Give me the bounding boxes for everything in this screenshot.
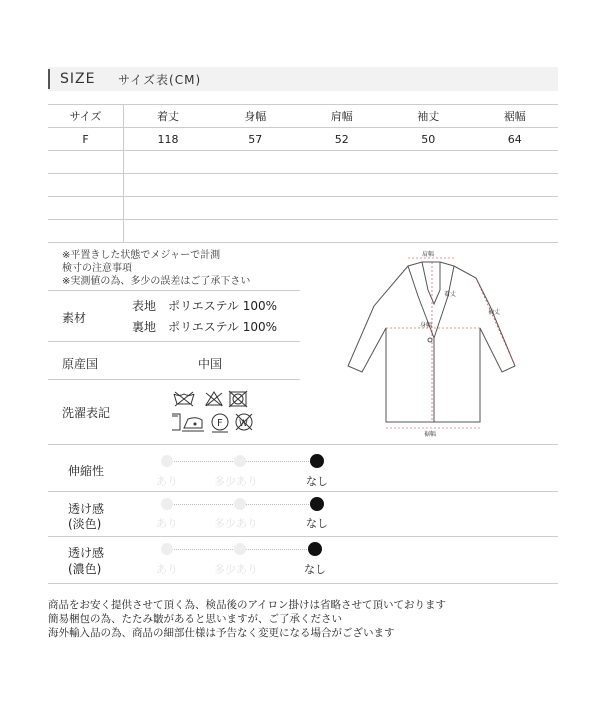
col-header: サイズ <box>48 105 124 128</box>
col-header: 裾幅 <box>471 105 558 128</box>
size-header <box>48 67 558 91</box>
material-outer: 表地 ポリエステル 100% <box>132 299 278 313</box>
material-lining: 裏地 ポリエステル 100% <box>132 320 278 334</box>
header-title-jp: サイズ表(CM) <box>118 73 202 87</box>
scale-dot-selected <box>310 454 324 468</box>
scale-option: 多少あり <box>214 517 258 530</box>
property-label: 伸縮性 <box>68 464 105 478</box>
no-bleach-icon <box>206 392 222 406</box>
col-header: 身幅 <box>212 105 299 128</box>
note-line: ※実測値の為、多少の誤差はご了承下さい <box>62 276 251 287</box>
table-row <box>48 128 558 151</box>
scale-option: 多少あり <box>214 475 258 488</box>
material-label: 素材 <box>62 311 87 325</box>
scale-dot <box>161 543 173 555</box>
iron-low-icon <box>182 418 204 431</box>
footer-note: 海外輸入品の為、商品の細部仕様は予告なく変更になる場合がございます <box>48 627 395 639</box>
divider <box>48 341 300 342</box>
divider <box>48 444 558 445</box>
dry-clean-f-icon <box>212 414 228 432</box>
scale-dot <box>234 543 246 555</box>
col-header: 着丈 <box>124 105 212 128</box>
scale-option: あり <box>156 517 178 530</box>
svg-text:F: F <box>217 418 223 429</box>
col-header: 袖丈 <box>385 105 472 128</box>
coat-label-chest: 身幅 <box>420 322 433 329</box>
footer-note: 簡易梱包の為、たたみ皺があると思いますが、ご了承ください <box>48 613 342 625</box>
scale-dot <box>161 498 173 510</box>
divider <box>48 379 300 380</box>
property-label-sub: (濃色) <box>68 562 102 576</box>
scale-dot <box>234 455 246 467</box>
coat-label-hem: 裾幅 <box>424 431 437 438</box>
table-row-empty <box>48 174 558 197</box>
scale-dot <box>234 498 246 510</box>
table-cell: 52 <box>298 128 385 151</box>
scale-dot <box>161 455 173 467</box>
header-title-en: SIZE <box>60 71 96 87</box>
header-accent-bar <box>48 69 50 89</box>
property-label-sub: (淡色) <box>68 517 102 531</box>
divider <box>48 290 300 291</box>
svg-text:W: W <box>239 419 248 429</box>
note-line: ※平置きした状態でメジャーで計測 <box>62 250 221 261</box>
property-label: 透け感 <box>68 546 105 560</box>
table-header-row <box>48 105 558 128</box>
no-wet-clean-icon <box>236 414 252 430</box>
scale-dot-selected <box>308 542 322 556</box>
divider <box>48 491 558 492</box>
property-label: 透け感 <box>68 502 105 516</box>
scale-option: 多少あり <box>214 563 258 576</box>
table-cell: F <box>48 128 124 151</box>
table-cell: 57 <box>212 128 299 151</box>
origin-label: 原産国 <box>62 357 99 371</box>
scale-option-selected: なし <box>304 563 326 576</box>
scale-option: あり <box>156 563 178 576</box>
care-symbols <box>172 390 262 434</box>
care-label: 洗濯表記 <box>62 406 111 420</box>
footer-note: 商品をお安く提供させて頂く為、検品後のアイロン掛けは省略させて頂いております <box>48 599 447 611</box>
col-header: 肩幅 <box>298 105 385 128</box>
scale-option-selected: なし <box>306 475 328 488</box>
coat-diagram <box>340 248 530 438</box>
table-row-empty <box>48 220 558 243</box>
origin-value: 中国 <box>198 357 223 371</box>
coat-label-shoulder: 肩幅 <box>422 251 435 258</box>
size-table <box>48 104 558 243</box>
divider <box>48 583 558 584</box>
table-row-empty <box>48 151 558 174</box>
coat-label-sleeve: 袖丈 <box>488 309 501 316</box>
table-cell: 64 <box>471 128 558 151</box>
table-row-empty <box>48 197 558 220</box>
scale-option-selected: なし <box>306 517 328 530</box>
no-tumble-dry-icon <box>229 391 247 407</box>
table-cell: 50 <box>385 128 472 151</box>
scale-dot-selected <box>310 497 324 511</box>
no-wash-icon <box>174 392 194 406</box>
scale-option: あり <box>156 475 178 488</box>
line-dry-shade-icon <box>172 414 180 430</box>
note-line: 検寸の注意事項 <box>62 263 132 274</box>
divider <box>48 536 558 537</box>
coat-outline-icon <box>348 262 515 422</box>
table-cell: 118 <box>124 128 212 151</box>
coat-label-length: 着丈 <box>444 291 457 298</box>
